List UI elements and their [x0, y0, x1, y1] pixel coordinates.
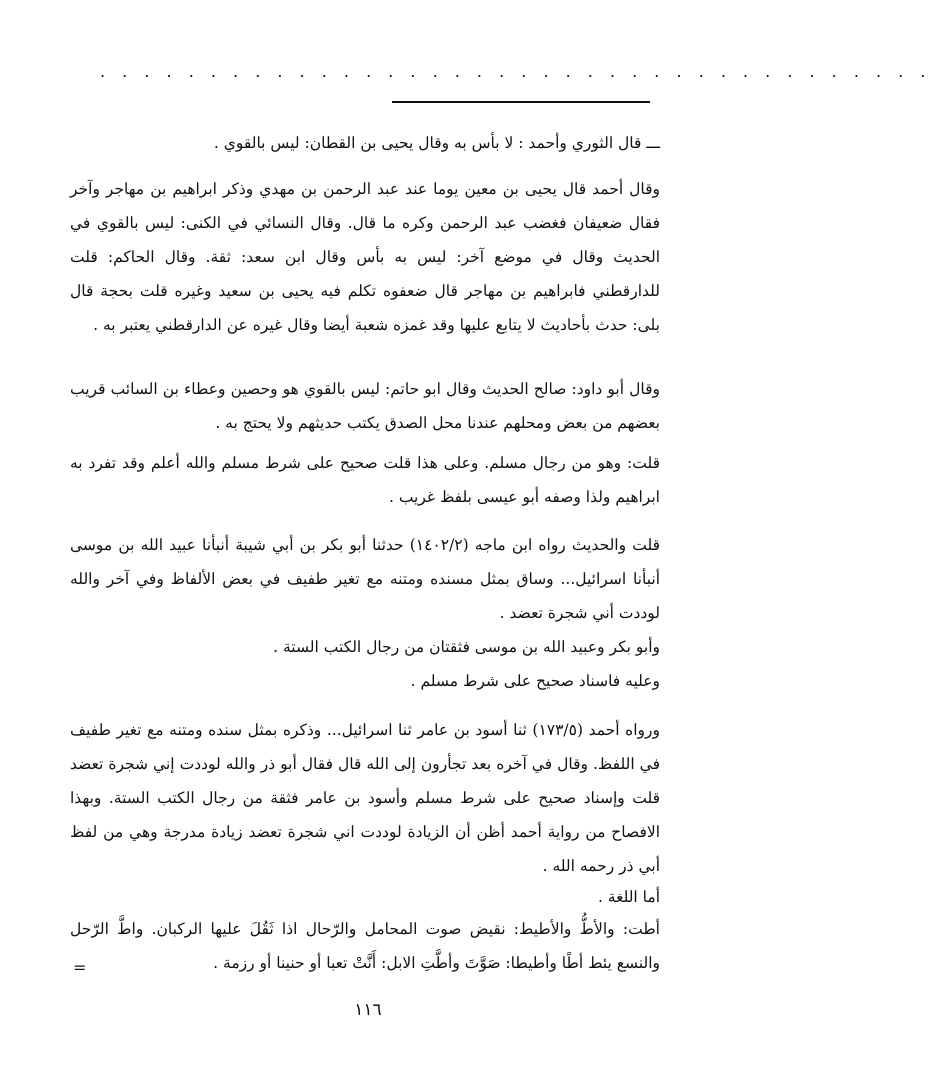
- paragraph-2: وقال أحمد قال يحيى بن معين يوما عند عبد الرحمن بن مهدي وذكر ابراهيم بن مهاجر وآخر فقال ضعيفان فغضب عبد الرحمن وكره ما قال. وقال النسائي في الكنى: ليس بالقوي في الحديث وقال في موضع آخر: ليس به بأس وقال ابن سعد: ثقة. وقال الحاكم: قلت للدارقطني فابراهيم بن مهاجر قال ضعفوه تكلم فيه يحيى بن سعيد وغيره قلت بحجة قال بلى: حدث بأحاديث لا يتابع عليها وقد غمزه شعبة أيضا وقال غيره عن الدارقطني يعتبر به .: [70, 180, 660, 334]
- section-heading-language: أما اللغة .: [597, 888, 660, 906]
- paragraph-5: قلت والحديث رواه ابن ماجه (١٤٠٢/٢) حدثنا أبو بكر بن أبي شيبة أنبأنا عبيد الله بن موسى أنبأنا اسرائيل... وساق بمثل مسنده ومتنه مع تغير طفيف في بعض الألفاظ وفي آخر والله لوددت أني شجرة تعضد .: [70, 536, 660, 622]
- paragraph-6-line-2: وعليه فاسناد صحيح على شرط مسلم .: [410, 672, 660, 690]
- continuation-mark: =: [73, 958, 87, 977]
- paragraph-6-line-1: وأبو بكر وعبيد الله بن موسى فثقتان من رجال الكتب الستة .: [273, 638, 660, 656]
- paragraph-7: ورواه أحمد (١٧٣/٥) ثنا أسود بن عامر ثنا اسرائيل... وذكره بمثل سنده ومتنه مع تغير طفيف في اللفظ. وقال في آخره بعد تجأرون إلى الله قال فقال أبو ذر والله لوددت إني شجرة تعضد قلت وإسناد صحيح على شرط مسلم وأسود بن عامر فثقة من رجال الكتب الستة. وبهذا الافصاح من رواية أحمد أظن أن الزيادة لوددت اني شجرة تعضد زيادة مدرجة وهي من لفظ أبي ذر رحمه الله .: [70, 721, 660, 875]
- paragraph-4: قلت: وهو من رجال مسلم. وعلى هذا قلت صحيح على شرط مسلم والله أعلم وقد تفرد به ابراهيم ولذا وصفه أبو عيسى بلفظ غريب .: [70, 454, 660, 506]
- paragraph-6: [70, 630, 660, 698]
- paragraph-3: وقال أبو داود: صالح الحديث وقال ابو حاتم: ليس بالقوي هو وحصين وعطاء بن السائب قريب بعضهم من بعض ومحلهم عندنا محل الصدق يكتب حديثهم ولا يحتج به .: [70, 380, 660, 432]
- horizontal-rule: [392, 101, 650, 103]
- paragraph-1: ـــ قال الثوري وأحمد : لا بأس به وقال يحيى بن القطان: ليس بالقوي .: [213, 134, 660, 152]
- page-number: ١١٦: [354, 1000, 382, 1020]
- paragraph-9: أطت: والأطُّ والأطيط: نقيض صوت المحامل والرّحال اذا ثَقُلَ عليها الركبان. واطَّ الرّحل والنسع يئط أطًا وأطيطا: صَوَّتَ وأطَّتِ الابل: أَنَّتْ تعبا أو حنينا أو رزمة .: [70, 920, 660, 972]
- dotted-separator: . . . . . . . . . . . . . . . . . . . . . . . . . . . . . . . . . . . . . .: [100, 62, 931, 81]
